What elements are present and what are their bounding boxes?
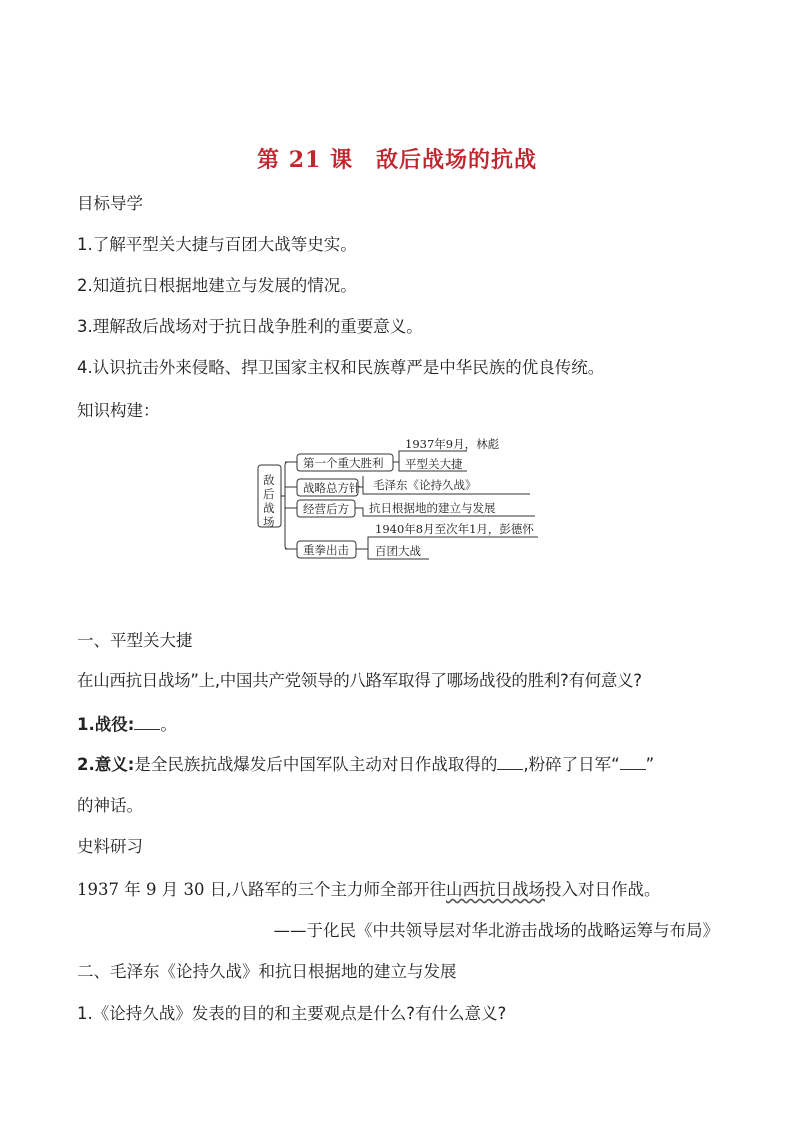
study-source: ——于化民《中共领导层对华北游击战场的战略运筹与布局》	[273, 921, 719, 940]
goal-item-2: 2.知道抗日根据地建立与发展的情况。	[77, 276, 357, 295]
goal-item-3: 3.理解敌后战场对于抗日战争胜利的重要意义。	[77, 317, 423, 336]
mindmap-branch-item-3: 抗日根据地的建立与发展	[369, 501, 496, 515]
page-title: 第 21 课 敌后战场的抗战	[257, 147, 537, 173]
knowledge-heading: 知识构建：	[77, 401, 160, 420]
mindmap-branch-label-1: 第一个重大胜利	[303, 456, 384, 470]
mindmap-branch-label-3: 经营后方	[303, 502, 349, 516]
answer-2-text-3: ”	[645, 755, 655, 774]
mindmap-root-char-2: 后	[263, 487, 275, 501]
answer-2-blank-1[interactable]	[497, 755, 523, 770]
mindmap-root-char-1: 敌	[263, 473, 275, 487]
answer-2-text-1: 是全民族抗战爆发后中国军队主动对日作战取得的	[134, 755, 498, 774]
section1-answer-2	[77, 751, 654, 775]
mindmap-branch-label-2: 战略总方针	[303, 481, 361, 495]
answer-2-line-2: 的神话。	[77, 796, 143, 815]
answer-1-end: 。	[160, 715, 177, 734]
answer-2-label: 2.意义:	[77, 755, 135, 774]
study-text-post: 投入对日作战。	[544, 880, 661, 899]
study-text-pre: 1937 年 9 月 30 日,八路军的三个主力师全部开往	[77, 880, 446, 899]
mindmap-branch-item-1: 平型关大捷	[405, 457, 463, 471]
answer-2-blank-2[interactable]	[620, 755, 646, 770]
mindmap-root-char-4: 场	[263, 515, 275, 529]
mindmap-branch-note-1: 1937年9月，林彪	[405, 437, 500, 451]
mindmap-branch-label-4: 重拳出击	[303, 543, 349, 557]
mindmap-root-char-3: 战	[263, 501, 275, 515]
answer-2-text-2: ,粉碎了日军“	[523, 755, 620, 774]
answer-1-label: 1.战役:	[77, 715, 135, 734]
mindmap-branch-item-4: 百团大战	[375, 544, 421, 558]
section1-answer-1	[77, 711, 177, 735]
mindmap-branch-item-2: 毛泽东《论持久战》	[373, 478, 477, 492]
answer-1-blank[interactable]	[134, 715, 160, 730]
section2-question-1: 1.《论持久战》发表的目的和主要观点是什么?有什么意义?	[77, 1004, 507, 1023]
study-heading: 史料研习	[77, 837, 143, 856]
study-text-wavy: 山西抗日战场	[445, 880, 545, 899]
goal-item-1: 1.了解平型关大捷与百团大战等史实。	[77, 235, 357, 254]
section1-question: 在山西抗日战场”上,中国共产党领导的八路军取得了哪场战役的胜利?有何意义?	[77, 671, 642, 690]
section1-heading: 一、平型关大捷	[77, 631, 193, 650]
goal-item-4: 4.认识抗击外来侵略、捍卫国家主权和民族尊严是中华民族的优良传统。	[77, 358, 605, 377]
study-text	[77, 876, 660, 900]
knowledge-mindmap	[255, 432, 545, 567]
goals-heading: 目标导学	[77, 194, 143, 213]
mindmap-branch-note-4: 1940年8月至次年1月，彭德怀	[375, 522, 534, 536]
section2-heading: 二、毛泽东《论持久战》和抗日根据地的建立与发展	[77, 962, 457, 981]
